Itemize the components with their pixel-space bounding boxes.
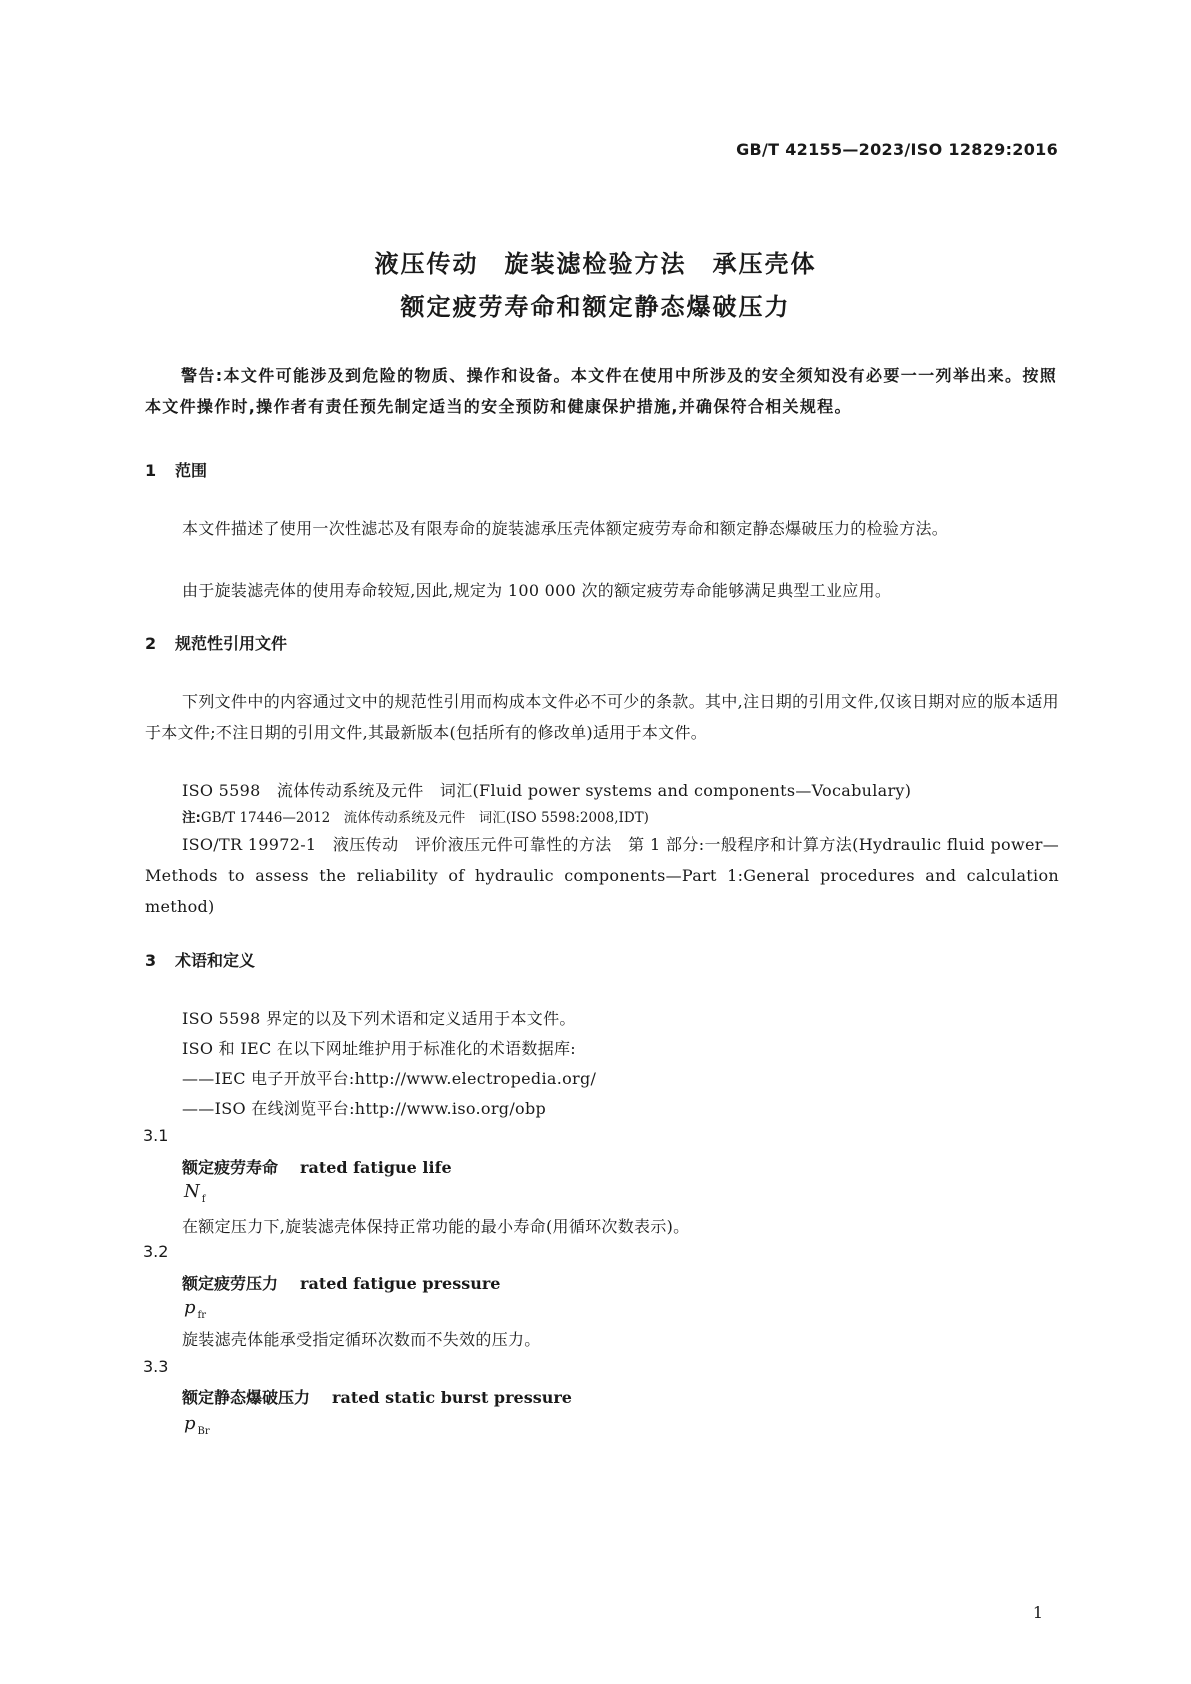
term-chinese: 额定静态爆破压力 [182, 1388, 311, 1407]
note-label: 注: [182, 810, 201, 826]
term-number: 3.1 [143, 1126, 169, 1145]
symbol-subscript: fr [197, 1309, 207, 1321]
document-title-line-1: 液压传动 旋装滤检验方法 承压壳体 [374, 250, 817, 278]
page-number: 1 [1032, 1603, 1043, 1622]
term-number: 3.3 [143, 1357, 169, 1376]
symbol-base: p [184, 1413, 196, 1434]
symbol-base: p [184, 1297, 196, 1318]
references-intro: 下列文件中的内容通过文中的规范性引用而构成本文件必不可少的条款。其中,注日期的引用文件,仅该日期对应的版本适用于本文件;不注日期的引用文件,其最新版本(包括所有的修改单)适用于本文件。 [145, 692, 1059, 742]
terms-intro-line-3: ——IEC 电子开放平台:http://www.electropedia.org/ [182, 1069, 597, 1088]
symbol-subscript: Br [197, 1425, 210, 1437]
term-heading [182, 1155, 452, 1178]
term-heading [182, 1271, 500, 1294]
document-title-line-2: 额定疲劳寿命和额定静态爆破压力 [400, 293, 791, 321]
symbol-subscript: f [201, 1193, 206, 1205]
term-english: rated static burst pressure [332, 1388, 572, 1407]
note-text: GB/T 17446—2012 流体传动系统及元件 词汇(ISO 5598:2008,IDT) [200, 810, 649, 826]
section-number: 1 [145, 461, 157, 480]
term-english: rated fatigue life [300, 1158, 452, 1177]
terms-intro-line-4: ——ISO 在线浏览平台:http://www.iso.org/obp [182, 1099, 547, 1118]
term-heading [182, 1385, 572, 1408]
symbol-base: N [184, 1181, 200, 1202]
term-number: 3.2 [143, 1242, 169, 1261]
section-number: 2 [145, 634, 157, 653]
warning-paragraph: 警告:本文件可能涉及到危险的物质、操作和设备。本文件在使用中所涉及的安全须知没有必要一一列举出来。按照本文件操作时,操作者有责任预先制定适当的安全预防和健康保护措施,并确保符合相关规程。 [145, 366, 1057, 416]
standard-number: GB/T 42155—2023/ISO 12829:2016 [736, 140, 1058, 159]
term-chinese: 额定疲劳寿命 [182, 1158, 279, 1177]
section-1-heading [145, 458, 207, 481]
scope-paragraph-1: 本文件描述了使用一次性滤芯及有限寿命的旋装滤承压壳体额定疲劳寿命和额定静态爆破压力的检验方法。 [182, 519, 949, 538]
term-symbol [184, 1413, 210, 1437]
section-title: 术语和定义 [175, 951, 256, 970]
term-symbol [184, 1297, 206, 1321]
terms-intro-line-1: ISO 5598 界定的以及下列术语和定义适用于本文件。 [182, 1009, 576, 1028]
section-title: 规范性引用文件 [175, 634, 288, 653]
section-2-heading [145, 631, 287, 654]
scope-paragraph-2: 由于旋装滤壳体的使用寿命较短,因此,规定为 100 000 次的额定疲劳寿命能够满足典型工业应用。 [182, 581, 892, 600]
section-number: 3 [145, 951, 157, 970]
term-definition: 旋装滤壳体能承受指定循环次数而不失效的压力。 [182, 1330, 541, 1349]
reference-iso-tr-19972-1: ISO/TR 19972-1 液压传动 评价液压元件可靠性的方法 第 1 部分:一般程序和计算方法(Hydraulic fluid power—Methods to assess the reliability of hydraulic components—Part 1:General procedures and calculation method) [145, 835, 1059, 916]
term-definition: 在额定压力下,旋装滤壳体保持正常功能的最小寿命(用循环次数表示)。 [182, 1217, 690, 1236]
term-chinese: 额定疲劳压力 [182, 1274, 279, 1293]
reference-iso-5598: ISO 5598 流体传动系统及元件 词汇(Fluid power systems and components—Vocabulary) [182, 781, 912, 800]
section-title: 范围 [175, 461, 208, 480]
terms-intro-line-2: ISO 和 IEC 在以下网址维护用于标准化的术语数据库: [182, 1039, 576, 1058]
section-3-heading [145, 948, 255, 971]
reference-note [182, 806, 649, 826]
term-symbol [184, 1181, 205, 1205]
term-english: rated fatigue pressure [300, 1274, 501, 1293]
